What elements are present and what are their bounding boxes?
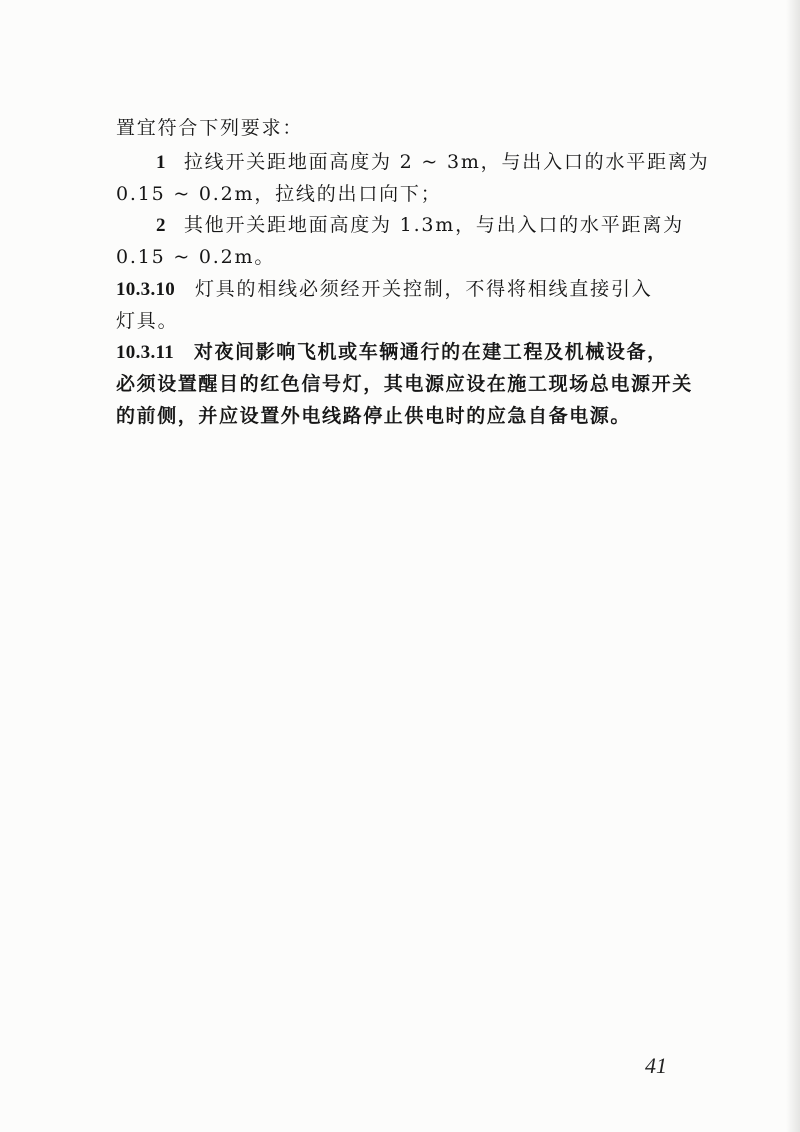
list-item-text-continued: 0.15 ~ 0.2m，拉线的出口向下； <box>116 183 442 205</box>
text-line <box>116 244 275 270</box>
list-item-text: 其他开关距地面高度为 1.3m，与出入口的水平距离为 <box>183 214 684 236</box>
clause-text-bold-continued: 的前侧，并应设置外电线路停止供电时的应急自备电源。 <box>116 405 632 427</box>
text-line <box>116 403 631 429</box>
list-item-1 <box>156 149 709 176</box>
paragraph-text: 置宜符合下列要求： <box>116 117 304 139</box>
clause-10-3-10 <box>116 276 653 303</box>
clause-10-3-11 <box>116 339 668 366</box>
text-line <box>116 371 693 397</box>
clause-number: 10.3.10 <box>116 279 176 300</box>
clause-text-continued: 灯具。 <box>116 310 179 332</box>
list-number: 1 <box>156 152 166 173</box>
scan-edge <box>786 0 800 1132</box>
text-line <box>116 181 442 207</box>
page-number: 41 <box>645 1053 667 1078</box>
list-item-text: 拉线开关距地面高度为 2 ~ 3m，与出入口的水平距离为 <box>183 151 710 173</box>
clause-text-bold-continued: 必须设置醒目的红色信号灯，其电源应设在施工现场总电源开关 <box>116 373 693 395</box>
clause-number: 10.3.11 <box>116 342 175 363</box>
list-item-2 <box>156 212 684 239</box>
clause-text-bold: 对夜间影响飞机或车辆通行的在建工程及机械设备， <box>193 341 668 363</box>
clause-text: 灯具的相线必须经开关控制，不得将相线直接引入 <box>194 278 653 300</box>
list-item-text-continued: 0.15 ~ 0.2m。 <box>116 246 276 268</box>
text-line-continuation <box>116 115 303 141</box>
text-line <box>116 308 178 334</box>
list-number: 2 <box>156 215 166 236</box>
